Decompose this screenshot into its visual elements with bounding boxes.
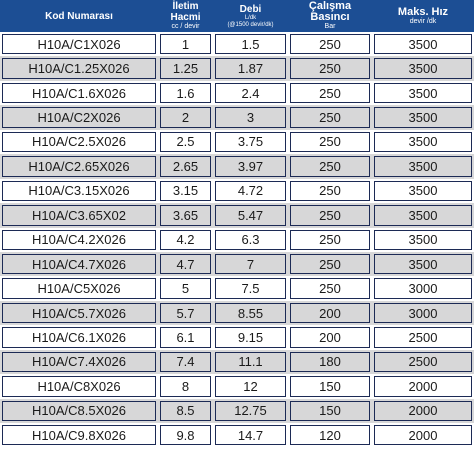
cell-flow [213, 105, 288, 129]
cell-pressure [288, 81, 372, 105]
cell-flow [213, 399, 288, 423]
header-speed-label: Maks. Hız [397, 5, 449, 18]
cell-pressure-value: 250 [290, 34, 370, 54]
cell-speed [372, 276, 474, 300]
cell-code-value: H10A/C1X026 [2, 34, 156, 54]
table-row [0, 56, 474, 80]
cell-code [0, 399, 158, 423]
table-row [0, 350, 474, 374]
cell-flow [213, 32, 288, 56]
cell-flow [213, 252, 288, 276]
cell-pressure [288, 276, 372, 300]
cell-volume [158, 374, 213, 398]
cell-volume [158, 179, 213, 203]
cell-speed [372, 301, 474, 325]
cell-pressure-value: 180 [290, 352, 370, 372]
cell-code [0, 56, 158, 80]
cell-code-value: H10A/C1.25X026 [2, 58, 156, 78]
cell-code-value: H10A/C8.5X026 [2, 401, 156, 421]
cell-speed [372, 203, 474, 227]
cell-pressure-value: 250 [290, 156, 370, 176]
cell-code [0, 179, 158, 203]
cell-volume [158, 350, 213, 374]
table-row [0, 228, 474, 252]
cell-pressure [288, 374, 372, 398]
cell-flow-value: 14.7 [215, 425, 286, 445]
header-volume-label: İletim Hacmi [170, 1, 201, 23]
cell-pressure [288, 105, 372, 129]
table-row [0, 252, 474, 276]
table-row [0, 81, 474, 105]
cell-code [0, 350, 158, 374]
cell-code [0, 32, 158, 56]
cell-volume [158, 252, 213, 276]
cell-volume-value: 1 [160, 34, 211, 54]
cell-volume [158, 203, 213, 227]
header-code-label: Kod Numarası [45, 10, 113, 22]
cell-speed-value: 2500 [374, 352, 472, 372]
header-pressure-unit: Bar [324, 23, 336, 30]
cell-speed-value: 2000 [374, 376, 472, 396]
cell-pressure-value: 250 [290, 181, 370, 201]
table-row [0, 105, 474, 129]
cell-speed [372, 81, 474, 105]
cell-volume [158, 325, 213, 349]
cell-code-value: H10A/C2.65X026 [2, 156, 156, 176]
cell-speed [372, 325, 474, 349]
cell-speed [372, 32, 474, 56]
cell-pressure [288, 154, 372, 178]
cell-flow [213, 374, 288, 398]
cell-speed [372, 179, 474, 203]
cell-speed-value: 3000 [374, 278, 472, 298]
cell-flow-value: 3.75 [215, 132, 286, 152]
header-flow-unit: L/dk [244, 14, 257, 21]
header-flow-condition: (@1500 devir/dk) [227, 21, 274, 28]
cell-code [0, 203, 158, 227]
cell-speed-value: 3500 [374, 58, 472, 78]
cell-flow-value: 5.47 [215, 205, 286, 225]
cell-code [0, 423, 158, 447]
cell-pressure-value: 120 [290, 425, 370, 445]
table-row [0, 130, 474, 154]
header-volume-unit: cc / devir [171, 23, 200, 30]
cell-flow-value: 7 [215, 254, 286, 274]
cell-volume [158, 228, 213, 252]
cell-pressure-value: 250 [290, 83, 370, 103]
cell-speed-value: 3500 [374, 34, 472, 54]
cell-flow-value: 12 [215, 376, 286, 396]
table-row [0, 399, 474, 423]
cell-volume-value: 2 [160, 107, 211, 127]
cell-flow-value: 3 [215, 107, 286, 127]
cell-flow-value: 8.55 [215, 303, 286, 323]
cell-flow-value: 11.1 [215, 352, 286, 372]
cell-pressure-value: 200 [290, 327, 370, 347]
cell-volume [158, 276, 213, 300]
table-row [0, 374, 474, 398]
table-row [0, 301, 474, 325]
table-body [0, 32, 474, 447]
cell-speed-value: 3500 [374, 83, 472, 103]
cell-code-value: H10A/C3.15X026 [2, 181, 156, 201]
cell-pressure-value: 250 [290, 107, 370, 127]
cell-speed-value: 3000 [374, 303, 472, 323]
cell-pressure-value: 250 [290, 205, 370, 225]
cell-pressure-value: 250 [290, 230, 370, 250]
header-flow [213, 0, 288, 32]
cell-pressure-value: 250 [290, 278, 370, 298]
cell-pressure [288, 423, 372, 447]
cell-code-value: H10A/C7.4X026 [2, 352, 156, 372]
cell-code-value: H10A/C4.2X026 [2, 230, 156, 250]
cell-volume [158, 130, 213, 154]
table-row [0, 325, 474, 349]
cell-volume [158, 56, 213, 80]
table-row [0, 276, 474, 300]
cell-flow [213, 179, 288, 203]
cell-speed-value: 2500 [374, 327, 472, 347]
cell-code [0, 325, 158, 349]
cell-speed [372, 105, 474, 129]
cell-speed [372, 374, 474, 398]
cell-code-value: H10A/C2.5X026 [2, 132, 156, 152]
header-pressure-label: Çalışma Basıncı [308, 0, 352, 23]
cell-pressure [288, 252, 372, 276]
cell-code-value: H10A/C4.7X026 [2, 254, 156, 274]
cell-flow [213, 276, 288, 300]
table-row [0, 32, 474, 56]
cell-code-value: H10A/C6.1X026 [2, 327, 156, 347]
cell-volume [158, 301, 213, 325]
cell-code [0, 374, 158, 398]
cell-pressure [288, 130, 372, 154]
cell-flow-value: 6.3 [215, 230, 286, 250]
cell-flow [213, 350, 288, 374]
cell-flow [213, 130, 288, 154]
table-row [0, 154, 474, 178]
cell-flow-value: 2.4 [215, 83, 286, 103]
cell-flow-value: 1.5 [215, 34, 286, 54]
cell-flow-value: 9.15 [215, 327, 286, 347]
cell-pressure-value: 250 [290, 132, 370, 152]
cell-volume-value: 9.8 [160, 425, 211, 445]
cell-flow [213, 423, 288, 447]
cell-speed [372, 154, 474, 178]
cell-code [0, 130, 158, 154]
cell-flow [213, 301, 288, 325]
cell-pressure [288, 203, 372, 227]
cell-code [0, 301, 158, 325]
cell-code [0, 105, 158, 129]
cell-speed [372, 350, 474, 374]
cell-speed-value: 3500 [374, 107, 472, 127]
header-code [0, 0, 158, 32]
cell-speed-value: 3500 [374, 230, 472, 250]
cell-speed-value: 3500 [374, 205, 472, 225]
cell-speed [372, 228, 474, 252]
cell-code-value: H10A/C1.6X026 [2, 83, 156, 103]
header-flow-label: Debi [239, 3, 262, 15]
cell-flow [213, 325, 288, 349]
cell-code [0, 252, 158, 276]
cell-pressure [288, 399, 372, 423]
cell-speed-value: 3500 [374, 181, 472, 201]
cell-volume [158, 423, 213, 447]
cell-volume-value: 1.25 [160, 58, 211, 78]
cell-pressure-value: 150 [290, 401, 370, 421]
cell-volume [158, 32, 213, 56]
table-header [0, 0, 474, 32]
cell-code [0, 276, 158, 300]
cell-code-value: H10A/C8X026 [2, 376, 156, 396]
table-row [0, 179, 474, 203]
cell-pressure-value: 200 [290, 303, 370, 323]
cell-code-value: H10A/C5X026 [2, 278, 156, 298]
cell-volume-value: 7.4 [160, 352, 211, 372]
cell-speed-value: 3500 [374, 254, 472, 274]
cell-pressure [288, 179, 372, 203]
cell-volume-value: 5.7 [160, 303, 211, 323]
cell-flow-value: 12.75 [215, 401, 286, 421]
cell-pressure-value: 150 [290, 376, 370, 396]
cell-code-value: H10A/C3.65X02 [2, 205, 156, 225]
cell-flow-value: 4.72 [215, 181, 286, 201]
cell-flow-value: 1.87 [215, 58, 286, 78]
cell-pressure-value: 250 [290, 58, 370, 78]
table-row [0, 203, 474, 227]
cell-pressure [288, 350, 372, 374]
cell-speed-value: 3500 [374, 132, 472, 152]
cell-code-value: H10A/C9.8X026 [2, 425, 156, 445]
cell-flow-value: 3.97 [215, 156, 286, 176]
cell-code [0, 154, 158, 178]
cell-volume-value: 2.65 [160, 156, 211, 176]
cell-volume-value: 6.1 [160, 327, 211, 347]
cell-code [0, 228, 158, 252]
cell-volume-value: 8 [160, 376, 211, 396]
cell-speed [372, 56, 474, 80]
cell-pressure [288, 228, 372, 252]
cell-pressure [288, 325, 372, 349]
cell-flow [213, 203, 288, 227]
cell-volume [158, 81, 213, 105]
cell-flow-value: 7.5 [215, 278, 286, 298]
cell-code-value: H10A/C5.7X026 [2, 303, 156, 323]
cell-speed [372, 423, 474, 447]
cell-flow [213, 56, 288, 80]
cell-pressure [288, 301, 372, 325]
cell-speed [372, 130, 474, 154]
cell-pressure [288, 32, 372, 56]
cell-flow [213, 81, 288, 105]
cell-pressure-value: 250 [290, 254, 370, 274]
cell-flow [213, 154, 288, 178]
cell-volume [158, 399, 213, 423]
table-row [0, 423, 474, 447]
header-speed [372, 0, 474, 32]
cell-code-value: H10A/C2X026 [2, 107, 156, 127]
cell-speed-value: 3500 [374, 156, 472, 176]
header-speed-unit: devir /dk [409, 17, 437, 25]
cell-volume-value: 1.6 [160, 83, 211, 103]
cell-speed [372, 252, 474, 276]
header-pressure [288, 0, 372, 32]
cell-speed-value: 2000 [374, 425, 472, 445]
cell-volume-value: 3.65 [160, 205, 211, 225]
cell-volume-value: 3.15 [160, 181, 211, 201]
cell-volume-value: 4.2 [160, 230, 211, 250]
cell-pressure [288, 56, 372, 80]
cell-speed [372, 399, 474, 423]
cell-volume-value: 4.7 [160, 254, 211, 274]
cell-volume [158, 105, 213, 129]
cell-volume-value: 8.5 [160, 401, 211, 421]
cell-volume [158, 154, 213, 178]
cell-code [0, 81, 158, 105]
cell-speed-value: 2000 [374, 401, 472, 421]
cell-volume-value: 5 [160, 278, 211, 298]
cell-flow [213, 228, 288, 252]
cell-volume-value: 2.5 [160, 132, 211, 152]
header-volume [158, 0, 213, 32]
